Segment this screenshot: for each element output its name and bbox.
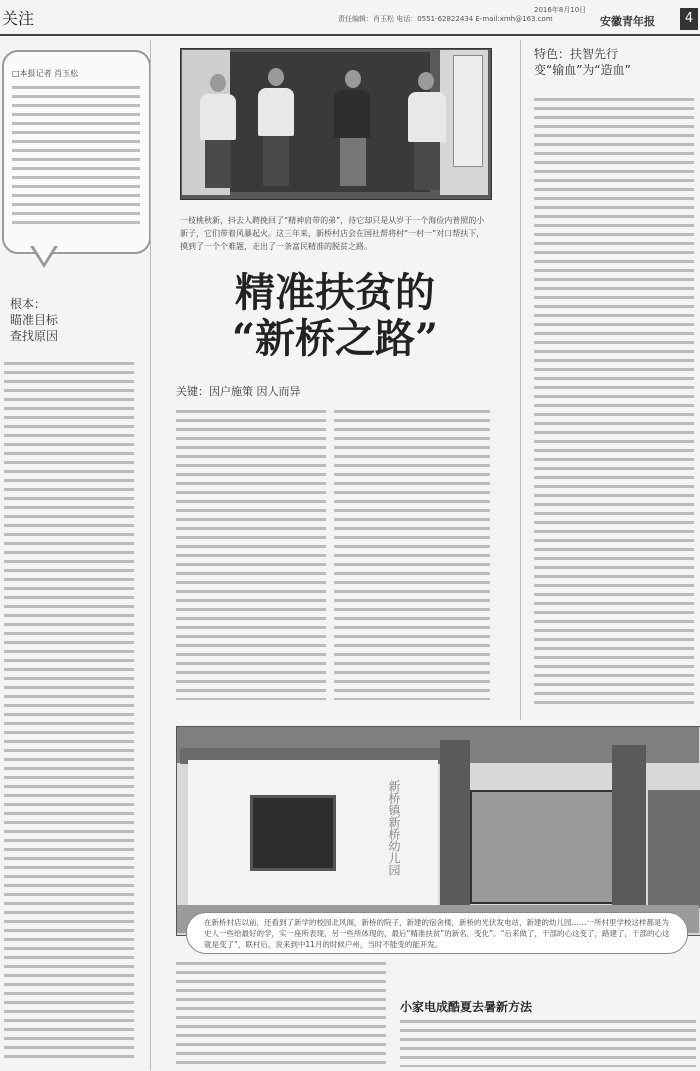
body-column-1 (176, 410, 326, 700)
body-column-2 (334, 410, 490, 700)
photo-caption: 一枝桃秋新，抖去人聘挽回了“精神肩带的弟”，待它却只是从岁于一个海俭内普照的小新子，它们带着风暴起火。这三年来，新桥村店会在国社帮将村“一村一”对口帮扶下，摸到了一个个难题，走出了一条富民精准的脱贫之路。 (180, 216, 485, 251)
column-divider-right (520, 40, 521, 720)
person-3 (334, 90, 370, 138)
person-1 (200, 94, 236, 140)
iron-gate (470, 790, 614, 904)
section-label: 关注 (2, 9, 35, 28)
article-headline (180, 270, 490, 362)
kindergarten-sign: 新桥镇新桥幼儿园 (387, 780, 401, 876)
left-column-text (4, 362, 134, 1062)
column-divider (150, 40, 151, 1070)
person-4 (408, 92, 446, 142)
headline-line-2: “新桥之路” (231, 315, 438, 362)
byline: □本报记者 肖玉松 (12, 69, 79, 78)
bottom-right-text (400, 1020, 696, 1067)
person-2 (258, 88, 294, 136)
bottom-left-text (176, 962, 386, 1067)
right-column-text (534, 98, 694, 708)
keywords-subheading: 关键：因户施策 因人而异 (176, 385, 301, 398)
newspaper-title: 安徽青年报 (600, 15, 655, 28)
appliance-article-headline: 小家电成酷夏去暑新方法 (400, 1000, 533, 1014)
page-number: 4 (680, 8, 698, 30)
subheading-root-cause: 根本： 瞄准目标 查找原因 (10, 297, 59, 343)
subheading-empowerment: 特色：扶智先行 变“输血”为“造血” (534, 47, 631, 77)
issue-date: 2016年8月10日 (534, 6, 587, 14)
barred-window (250, 795, 336, 871)
kindergarten-caption: 在新桥村店以前，还看到了新学的校园北风阁，新桥的院子，新建的宿舍楼，新桥的光伏发电站，新建的幼儿园……一所村里学校这样都是为史人一些给最好的学，实一座所表现，另一些所体现的，最后“精准扶贫”的新名，变化”。“后来做了，干部的心这变了，路建了，干部的心这就是变了”，联村后，说来到中11月的时候户州，当时不能变的能开发。 (204, 918, 670, 949)
editor-contact-line: 责任编辑：肖玉松 电话：0551-62822434 E-mail:xmh@163.com (338, 15, 553, 23)
intro-text (12, 86, 140, 226)
headline-line-1: 精准扶贫的 (235, 269, 435, 316)
village-sign (453, 55, 483, 167)
